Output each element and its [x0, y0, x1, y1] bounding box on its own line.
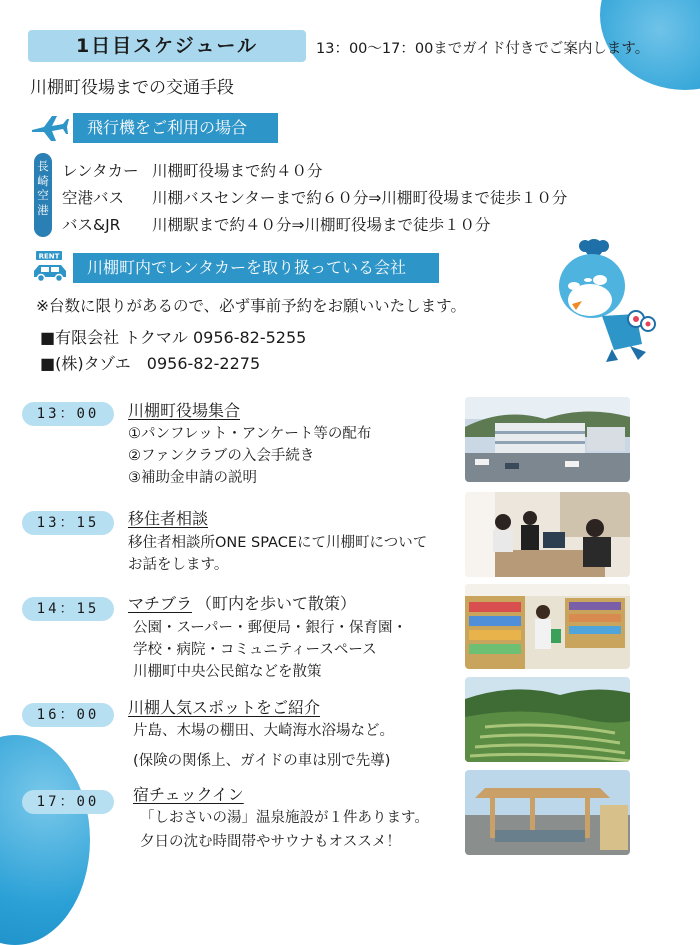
schedule-item-line: 公園・スーパー・郵便局・銀行・保育園・	[133, 620, 408, 636]
schedule-item-line: お話をします。	[128, 557, 229, 573]
schedule-item-line: 移住者相談所ONE SPACEにて川棚町について	[128, 535, 428, 551]
reservation-notice: ※台数に限りがあるので、必ず事前予約をお願いいたします。	[36, 297, 466, 315]
schedule-item-line: 川棚町中央公民館などを散策	[133, 664, 322, 680]
transport-section-title: 川棚町役場までの交通手段	[30, 78, 234, 98]
schedule-item-title: 川棚人気スポットをご紹介	[128, 698, 321, 717]
airport-label: 長崎空港	[34, 153, 52, 237]
schedule-item-title	[128, 591, 356, 614]
rental-car-icon	[30, 251, 70, 285]
library-photo	[465, 584, 630, 669]
route-mode: バス&JR	[62, 216, 121, 234]
time-badge: 16：00	[22, 703, 114, 727]
schedule-item-line: 片島、木場の棚田、大崎海水浴場など。	[133, 723, 394, 739]
route-mode: レンタカー	[62, 162, 139, 180]
schedule-item-line: 学校・病院・コミュニティースペース	[133, 642, 377, 658]
consultation-photo	[465, 492, 630, 577]
airplane-icon	[30, 113, 70, 143]
hot-spring-photo	[465, 770, 630, 855]
time-badge: 13：15	[22, 511, 114, 535]
time-badge: 14：15	[22, 597, 114, 621]
schedule-item-line: 夕日の沈む時間帯やサウナもオススメ！	[140, 834, 401, 850]
rental-company: ■有限会社 トクマル 0956-82-5255	[40, 328, 307, 347]
town-hall-photo	[465, 397, 630, 482]
day-title: 1日目スケジュール	[28, 30, 306, 62]
rental-section-band: 川棚町内でレンタカーを取り扱っている会社	[73, 253, 439, 283]
guide-note: 13：00〜17：00までガイド付きでご案内します。	[316, 41, 650, 57]
schedule-item-line: ③補助金申請の説明	[128, 470, 257, 486]
schedule-item-line: 「しおさいの湯」温泉施設が１件あります。	[140, 810, 429, 826]
route-desc: 川棚バスセンターまで約６０分⇒川棚町役場まで徒歩１０分	[152, 189, 568, 207]
route-desc: 川棚駅まで約４０分⇒川棚町役場まで徒歩１０分	[152, 216, 491, 234]
svg-text:RENT: RENT	[38, 252, 60, 261]
plane-section-band: 飛行機をご利用の場合	[73, 113, 278, 143]
schedule-item-line: ①パンフレット・アンケート等の配布	[128, 426, 372, 442]
rental-company: ■(株)タゾエ 0956-82-2275	[40, 354, 261, 373]
schedule-item-title: 宿チェックイン	[133, 785, 244, 804]
schedule-item-line: (保険の関係上、ガイドの車は別で先導)	[133, 753, 391, 769]
schedule-item-line: ②ファンクラブの入会手続き	[128, 448, 315, 464]
time-badge: 17：00	[22, 790, 114, 814]
route-desc: 川棚町役場まで約４０分	[152, 162, 323, 180]
schedule-item-title: 川棚町役場集合	[128, 401, 241, 420]
route-mode: 空港バス	[62, 189, 125, 207]
route-row	[62, 213, 491, 235]
time-badge: 13：00	[22, 402, 114, 426]
schedule-item-title-main: マチブラ	[128, 594, 193, 613]
schedule-item-subtitle: （町内を歩いて散策）	[196, 594, 357, 613]
rice-terrace-photo	[465, 677, 630, 762]
schedule-item-title: 移住者相談	[128, 509, 209, 528]
mascot-illustration	[552, 234, 662, 364]
route-row	[62, 186, 567, 208]
decorative-watercolor-bottom-left	[0, 735, 90, 945]
route-row	[62, 159, 323, 181]
